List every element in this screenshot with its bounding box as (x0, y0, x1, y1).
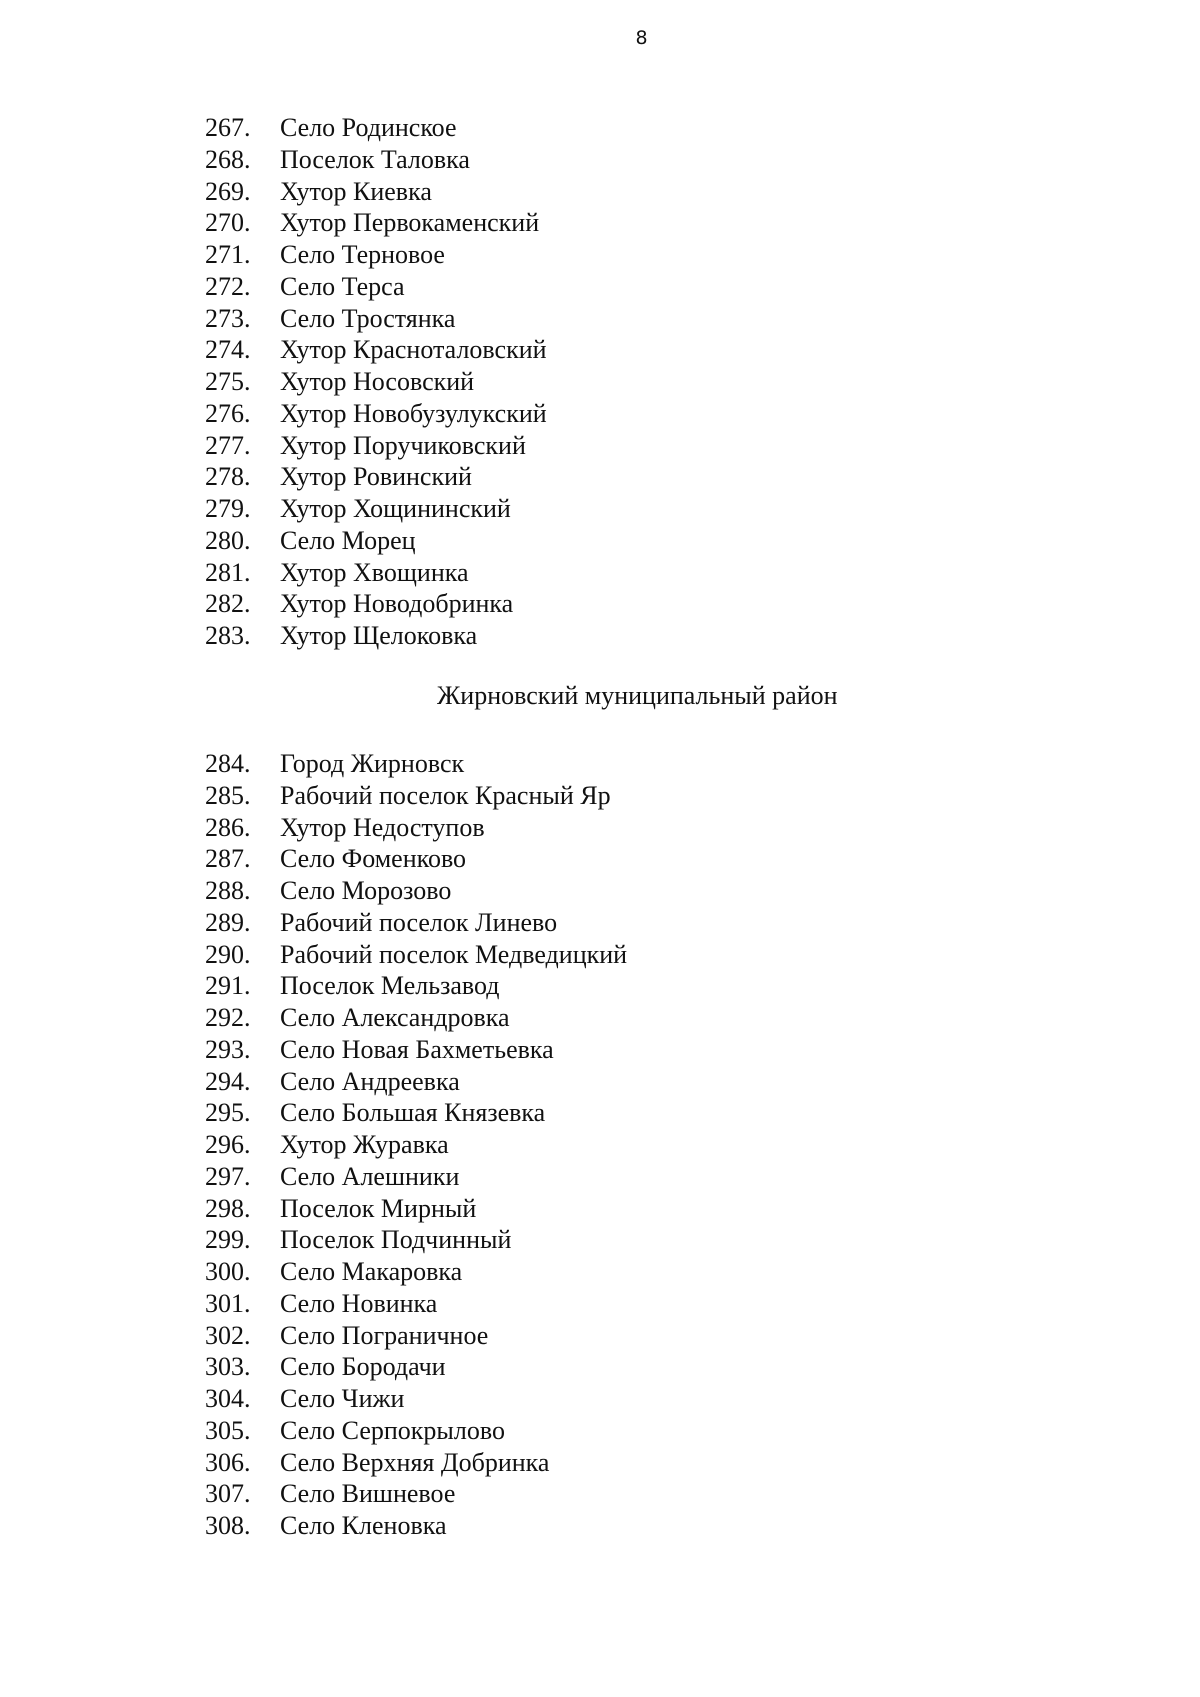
list-item (205, 461, 547, 493)
list-item (205, 1320, 627, 1352)
item-number: 279. (205, 494, 251, 523)
list-item (205, 1478, 627, 1510)
settlement-name: Село Макаровка (280, 1257, 463, 1286)
list-item (205, 1447, 627, 1479)
list-item (205, 1510, 627, 1542)
item-number: 285. (205, 780, 251, 810)
item-number: 273. (205, 303, 251, 333)
list-item (205, 1383, 627, 1415)
list-item (205, 176, 547, 208)
item-number: 308. (205, 1511, 251, 1540)
item-number: 283. (205, 621, 251, 650)
list-item (205, 557, 547, 589)
settlement-name: Хутор Новодобринка (280, 589, 514, 619)
list-item (205, 1224, 627, 1256)
list-item (205, 1256, 627, 1288)
list-item (205, 398, 547, 430)
settlement-name: Хутор Киевка (280, 176, 432, 206)
list-item (205, 780, 627, 812)
settlement-name: Рабочий поселок Медведицкий (280, 939, 628, 969)
item-number: 270. (205, 208, 251, 238)
item-number: 289. (205, 907, 251, 937)
settlement-name: Село Новая Бахметьевка (280, 1034, 554, 1064)
settlement-name: Село Родинское (280, 113, 457, 142)
item-number: 287. (205, 844, 251, 874)
settlement-name: Село Андреевка (280, 1066, 460, 1096)
settlement-name: Хутор Поручиковский (280, 430, 526, 460)
page-number: 8 (635, 27, 648, 49)
settlement-list-top (205, 112, 547, 652)
settlement-name: Село Кленовка (280, 1511, 447, 1540)
list-item (205, 748, 627, 780)
list-item (205, 1066, 627, 1098)
list-item (205, 144, 547, 176)
settlement-name: Рабочий поселок Линево (280, 907, 558, 937)
list-item (205, 588, 547, 620)
settlement-name: Село Серпокрылово (280, 1415, 505, 1445)
list-item (205, 334, 547, 366)
list-item (205, 1097, 627, 1129)
item-number: 298. (205, 1193, 251, 1223)
settlement-name: Поселок Мельзавод (280, 971, 500, 1001)
settlement-list-zhirnovsky (205, 748, 627, 1542)
list-item (205, 875, 627, 907)
item-number: 272. (205, 271, 251, 301)
item-number: 268. (205, 144, 251, 174)
item-number: 269. (205, 176, 251, 206)
item-number: 304. (205, 1384, 251, 1413)
settlement-name: Село Вишневое (280, 1479, 456, 1509)
item-number: 291. (205, 971, 251, 1001)
item-number: 299. (205, 1225, 251, 1255)
item-number: 301. (205, 1288, 251, 1318)
list-item (205, 366, 547, 398)
list-item (205, 970, 627, 1002)
settlement-name: Поселок Таловка (280, 144, 470, 174)
list-item (205, 112, 547, 144)
settlement-name: Село Алешники (280, 1161, 460, 1191)
list-item (205, 1129, 627, 1161)
section-heading: Жирновский муниципальный район (437, 681, 838, 710)
settlement-name: Село Верхняя Добринка (280, 1447, 550, 1477)
settlement-name: Село Тростянка (280, 303, 456, 333)
item-number: 281. (205, 557, 251, 587)
settlement-name: Село Новинка (280, 1288, 438, 1318)
list-item (205, 1351, 627, 1383)
settlement-name: Хутор Щелоковка (280, 621, 478, 650)
list-item (205, 1034, 627, 1066)
settlement-name: Село Терновое (280, 240, 445, 269)
item-number: 292. (205, 1003, 251, 1032)
item-number: 296. (205, 1130, 251, 1159)
item-number: 284. (205, 749, 251, 778)
item-number: 303. (205, 1352, 251, 1382)
item-number: 288. (205, 876, 251, 905)
list-item (205, 303, 547, 335)
list-item (205, 939, 627, 971)
item-number: 300. (205, 1257, 251, 1286)
list-item (205, 493, 547, 525)
item-number: 280. (205, 525, 251, 555)
list-item (205, 207, 547, 239)
item-number: 307. (205, 1479, 251, 1509)
list-item (205, 525, 547, 557)
settlement-name: Поселок Подчинный (280, 1225, 512, 1255)
list-item (205, 430, 547, 462)
list-item (205, 907, 627, 939)
settlement-name: Село Бородачи (280, 1352, 446, 1382)
item-number: 302. (205, 1320, 251, 1350)
list-item (205, 843, 627, 875)
item-number: 274. (205, 335, 251, 365)
settlement-name: Хутор Ровинский (280, 462, 472, 492)
item-number: 297. (205, 1161, 251, 1191)
list-item (205, 1193, 627, 1225)
item-number: 271. (205, 240, 251, 269)
item-number: 295. (205, 1098, 251, 1128)
settlement-name: Хутор Красноталовский (280, 335, 547, 365)
settlement-name: Хутор Новобузулукский (280, 398, 547, 428)
item-number: 277. (205, 430, 251, 460)
settlement-name: Хутор Недоступов (280, 812, 485, 842)
settlement-name: Село Александровка (280, 1003, 510, 1032)
item-number: 305. (205, 1415, 251, 1445)
settlement-name: Село Терса (280, 271, 405, 301)
list-item (205, 271, 547, 303)
settlement-name: Село Морозово (280, 876, 452, 905)
item-number: 278. (205, 462, 251, 492)
settlement-name: Село Пограничное (280, 1320, 489, 1350)
settlement-name: Город Жирновск (280, 749, 465, 778)
item-number: 267. (205, 113, 251, 142)
list-item (205, 620, 547, 652)
settlement-name: Село Морец (280, 525, 416, 555)
settlement-name: Рабочий поселок Красный Яр (280, 780, 611, 810)
item-number: 306. (205, 1447, 251, 1477)
item-number: 293. (205, 1034, 251, 1064)
list-item (205, 1161, 627, 1193)
settlement-name: Хутор Хощининский (280, 494, 511, 523)
settlement-name: Хутор Хвощинка (280, 557, 469, 587)
settlement-name: Поселок Мирный (280, 1193, 477, 1223)
item-number: 286. (205, 812, 251, 842)
list-item (205, 1415, 627, 1447)
settlement-name: Хутор Носовский (280, 367, 475, 396)
settlement-name: Хутор Журавка (280, 1130, 449, 1159)
item-number: 294. (205, 1066, 251, 1096)
list-item (205, 239, 547, 271)
settlement-name: Село Чижи (280, 1384, 405, 1413)
settlement-name: Село Фоменково (280, 844, 467, 874)
list-item (205, 812, 627, 844)
item-number: 275. (205, 367, 251, 396)
settlement-name: Хутор Первокаменский (280, 208, 540, 238)
list-item (205, 1002, 627, 1034)
item-number: 290. (205, 939, 251, 969)
list-item (205, 1288, 627, 1320)
settlement-name: Село Большая Князевка (280, 1098, 546, 1128)
item-number: 276. (205, 398, 251, 428)
item-number: 282. (205, 589, 251, 619)
